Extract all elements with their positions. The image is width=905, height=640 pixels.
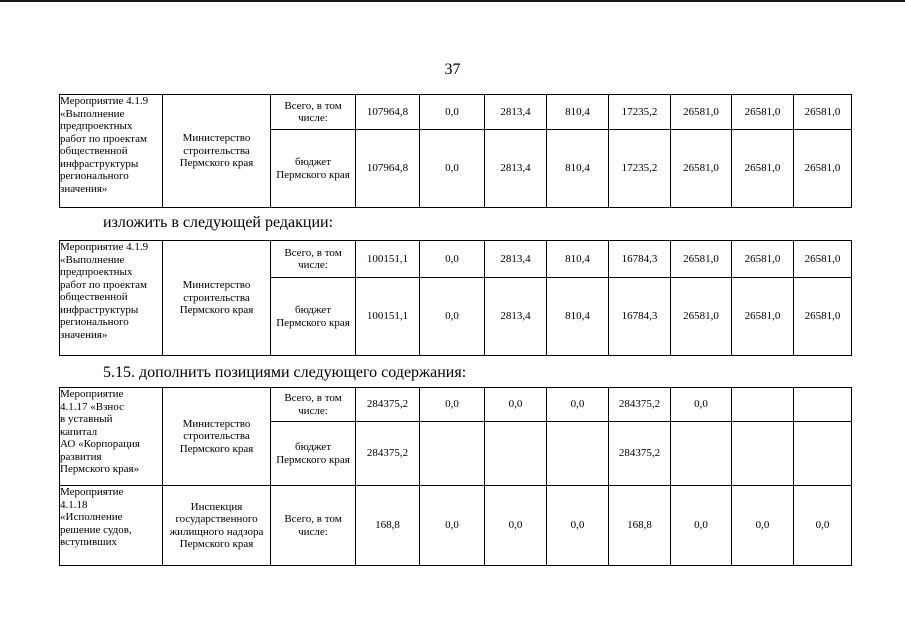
budget-label: бюджет Пермского края bbox=[271, 278, 356, 356]
table-row bbox=[60, 486, 852, 566]
value-cell: 810,4 bbox=[547, 95, 609, 130]
value-cell bbox=[671, 422, 732, 486]
table-row bbox=[60, 388, 852, 422]
value-cell: 0,0 bbox=[420, 388, 485, 422]
responsible-organization: Инспекция государственного жилищного надзора Пермского края bbox=[163, 486, 271, 566]
value-cell: 17235,2 bbox=[609, 130, 671, 208]
value-cell: 0,0 bbox=[671, 388, 732, 422]
budget-label: бюджет Пермского края bbox=[271, 130, 356, 208]
paragraph-addition: 5.15. дополнить позициями следующего содержания: bbox=[103, 364, 467, 381]
measure-description: Мероприятие 4.1.18 «Исполнение решение судов, вступивших bbox=[60, 486, 163, 566]
measure-description: Мероприятие 4.1.9 «Выполнение предпроектных работ по проектам общественной инфраструктуры регионального значения» bbox=[60, 241, 163, 356]
budget-label: бюджет Пермского края bbox=[271, 422, 356, 486]
paragraph-revision: изложить в следующей редакции: bbox=[103, 214, 334, 231]
total-label: Всего, в том числе: bbox=[271, 95, 356, 130]
value-cell: 810,4 bbox=[547, 130, 609, 208]
value-cell: 2813,4 bbox=[485, 130, 547, 208]
value-cell: 26581,0 bbox=[671, 278, 732, 356]
table-old-4-1-9 bbox=[59, 94, 852, 208]
total-label: Всего, в том числе: bbox=[271, 486, 356, 566]
responsible-organization: Министерство строительства Пермского края bbox=[163, 388, 271, 486]
value-cell: 100151,1 bbox=[356, 278, 420, 356]
value-cell: 0,0 bbox=[420, 130, 485, 208]
value-cell bbox=[794, 388, 852, 422]
measure-description: Мероприятие 4.1.17 «Взнос в уставный капитал АО «Корпорация развития Пермского края» bbox=[60, 388, 163, 486]
measure-description: Мероприятие 4.1.9 «Выполнение предпроектных работ по проектам общественной инфраструктуры регионального значения» bbox=[60, 95, 163, 208]
scan-top-edge bbox=[0, 0, 905, 2]
value-cell: 16784,3 bbox=[609, 278, 671, 356]
value-cell bbox=[485, 422, 547, 486]
value-cell: 26581,0 bbox=[794, 241, 852, 278]
value-cell: 0,0 bbox=[732, 486, 794, 566]
value-cell: 26581,0 bbox=[671, 130, 732, 208]
value-cell: 0,0 bbox=[794, 486, 852, 566]
value-cell: 284375,2 bbox=[356, 422, 420, 486]
value-cell: 810,4 bbox=[547, 241, 609, 278]
value-cell bbox=[732, 388, 794, 422]
value-cell bbox=[420, 422, 485, 486]
value-cell: 107964,8 bbox=[356, 95, 420, 130]
value-cell: 100151,1 bbox=[356, 241, 420, 278]
table-row bbox=[60, 95, 852, 130]
value-cell: 26581,0 bbox=[794, 278, 852, 356]
value-cell: 0,0 bbox=[671, 486, 732, 566]
table-row bbox=[60, 241, 852, 278]
value-cell: 0,0 bbox=[485, 388, 547, 422]
responsible-organization: Министерство строительства Пермского края bbox=[163, 95, 271, 208]
value-cell: 2813,4 bbox=[485, 241, 547, 278]
value-cell: 0,0 bbox=[547, 486, 609, 566]
value-cell: 26581,0 bbox=[794, 95, 852, 130]
table-new-4-1-9 bbox=[59, 240, 852, 356]
value-cell: 0,0 bbox=[420, 278, 485, 356]
value-cell: 0,0 bbox=[420, 486, 485, 566]
value-cell: 0,0 bbox=[485, 486, 547, 566]
value-cell: 26581,0 bbox=[794, 130, 852, 208]
value-cell: 26581,0 bbox=[671, 241, 732, 278]
table-new-positions bbox=[59, 387, 852, 566]
value-cell: 810,4 bbox=[547, 278, 609, 356]
value-cell bbox=[732, 422, 794, 486]
value-cell: 26581,0 bbox=[732, 278, 794, 356]
value-cell: 284375,2 bbox=[609, 388, 671, 422]
value-cell: 26581,0 bbox=[732, 130, 794, 208]
value-cell: 2813,4 bbox=[485, 278, 547, 356]
value-cell: 2813,4 bbox=[485, 95, 547, 130]
value-cell: 16784,3 bbox=[609, 241, 671, 278]
value-cell: 26581,0 bbox=[732, 241, 794, 278]
value-cell: 26581,0 bbox=[671, 95, 732, 130]
value-cell: 107964,8 bbox=[356, 130, 420, 208]
value-cell: 0,0 bbox=[420, 241, 485, 278]
value-cell bbox=[794, 422, 852, 486]
value-cell: 284375,2 bbox=[356, 388, 420, 422]
value-cell: 17235,2 bbox=[609, 95, 671, 130]
value-cell bbox=[547, 422, 609, 486]
responsible-organization: Министерство строительства Пермского края bbox=[163, 241, 271, 356]
value-cell: 26581,0 bbox=[732, 95, 794, 130]
value-cell: 168,8 bbox=[356, 486, 420, 566]
value-cell: 0,0 bbox=[420, 95, 485, 130]
total-label: Всего, в том числе: bbox=[271, 388, 356, 422]
value-cell: 168,8 bbox=[609, 486, 671, 566]
value-cell: 284375,2 bbox=[609, 422, 671, 486]
page-number: 37 bbox=[444, 61, 461, 78]
value-cell: 0,0 bbox=[547, 388, 609, 422]
total-label: Всего, в том числе: bbox=[271, 241, 356, 278]
